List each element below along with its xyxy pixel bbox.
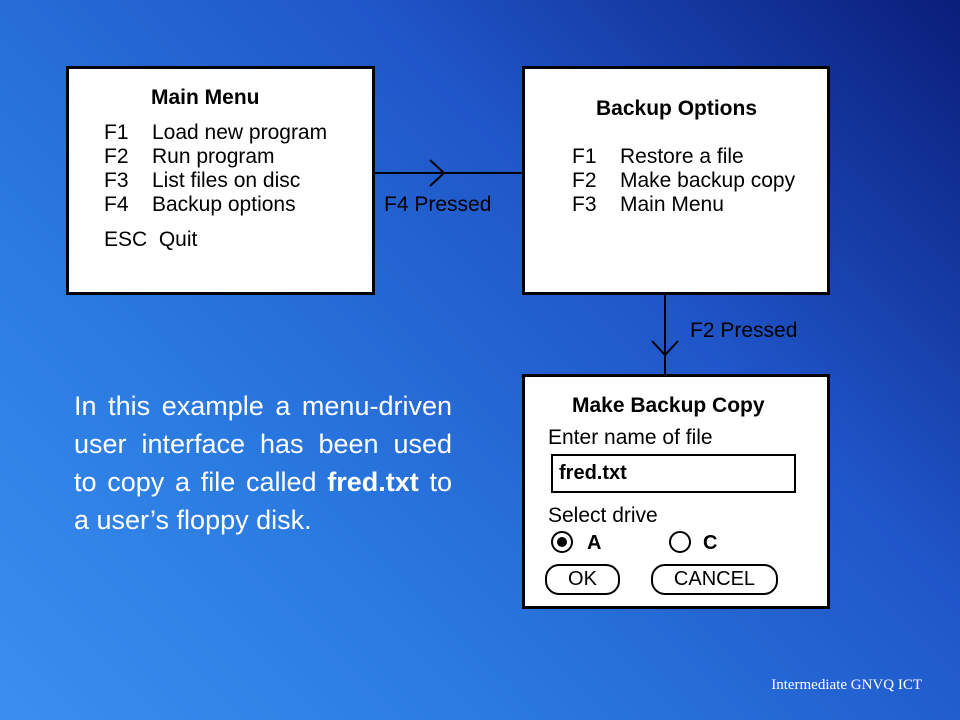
menu-item-key: F1 — [572, 145, 597, 168]
drive-a-label: A — [587, 532, 602, 554]
menu-item-label: Load new program — [152, 121, 328, 144]
description-text-before: In this example a menu-driven user interface has been used to copy a file called — [74, 391, 452, 497]
description-filename: fred.txt — [327, 467, 419, 497]
menu-item-key: F3 — [572, 193, 597, 216]
menu-item-load[interactable] — [104, 121, 327, 145]
description-text-after: to a user’s floppy disk. — [74, 467, 452, 535]
menu-item-list[interactable] — [104, 169, 300, 193]
main-menu-title: Main Menu — [151, 86, 260, 109]
backup-item-main-menu[interactable] — [572, 193, 724, 217]
footer-caption: Intermediate GNVQ ICT — [771, 677, 922, 693]
make-backup-copy-title: Make Backup Copy — [572, 394, 765, 417]
menu-item-label: Main Menu — [620, 193, 724, 216]
filename-label: Enter name of file — [548, 426, 713, 449]
menu-item-key: F3 — [104, 169, 129, 192]
radio-selected-dot — [557, 537, 567, 547]
drive-label: Select drive — [548, 504, 658, 527]
make-backup-copy-panel — [522, 374, 830, 609]
menu-item-run[interactable] — [104, 145, 275, 169]
menu-item-key: F2 — [104, 145, 129, 168]
backup-options-title: Backup Options — [596, 97, 758, 120]
main-menu-panel — [66, 66, 375, 295]
f2-pressed-label: F2 Pressed — [690, 319, 798, 342]
drive-c-radio[interactable] — [669, 531, 691, 553]
description-paragraph — [74, 387, 452, 539]
menu-item-backup[interactable] — [104, 193, 296, 217]
drive-c-label: C — [703, 532, 718, 554]
menu-item-label: Run program — [152, 145, 275, 168]
backup-item-make-copy[interactable] — [572, 169, 795, 193]
drive-a-radio[interactable] — [551, 531, 573, 553]
menu-item-label: Make backup copy — [620, 169, 796, 192]
backup-item-restore[interactable] — [572, 145, 744, 169]
menu-item-label: Restore a file — [620, 145, 744, 168]
filename-input[interactable]: fred.txt — [551, 454, 796, 493]
cancel-button[interactable]: CANCEL — [651, 564, 778, 595]
backup-options-panel — [522, 66, 830, 295]
menu-item-key: F1 — [104, 121, 129, 144]
menu-item-key: F4 — [104, 193, 129, 216]
menu-item-label: List files on disc — [152, 169, 301, 192]
f4-pressed-label: F4 Pressed — [384, 193, 492, 216]
menu-item-key: F2 — [572, 169, 597, 192]
menu-item-label: Backup options — [152, 193, 296, 216]
menu-item-quit[interactable]: ESC Quit — [104, 228, 198, 251]
ok-button[interactable]: OK — [545, 564, 620, 595]
